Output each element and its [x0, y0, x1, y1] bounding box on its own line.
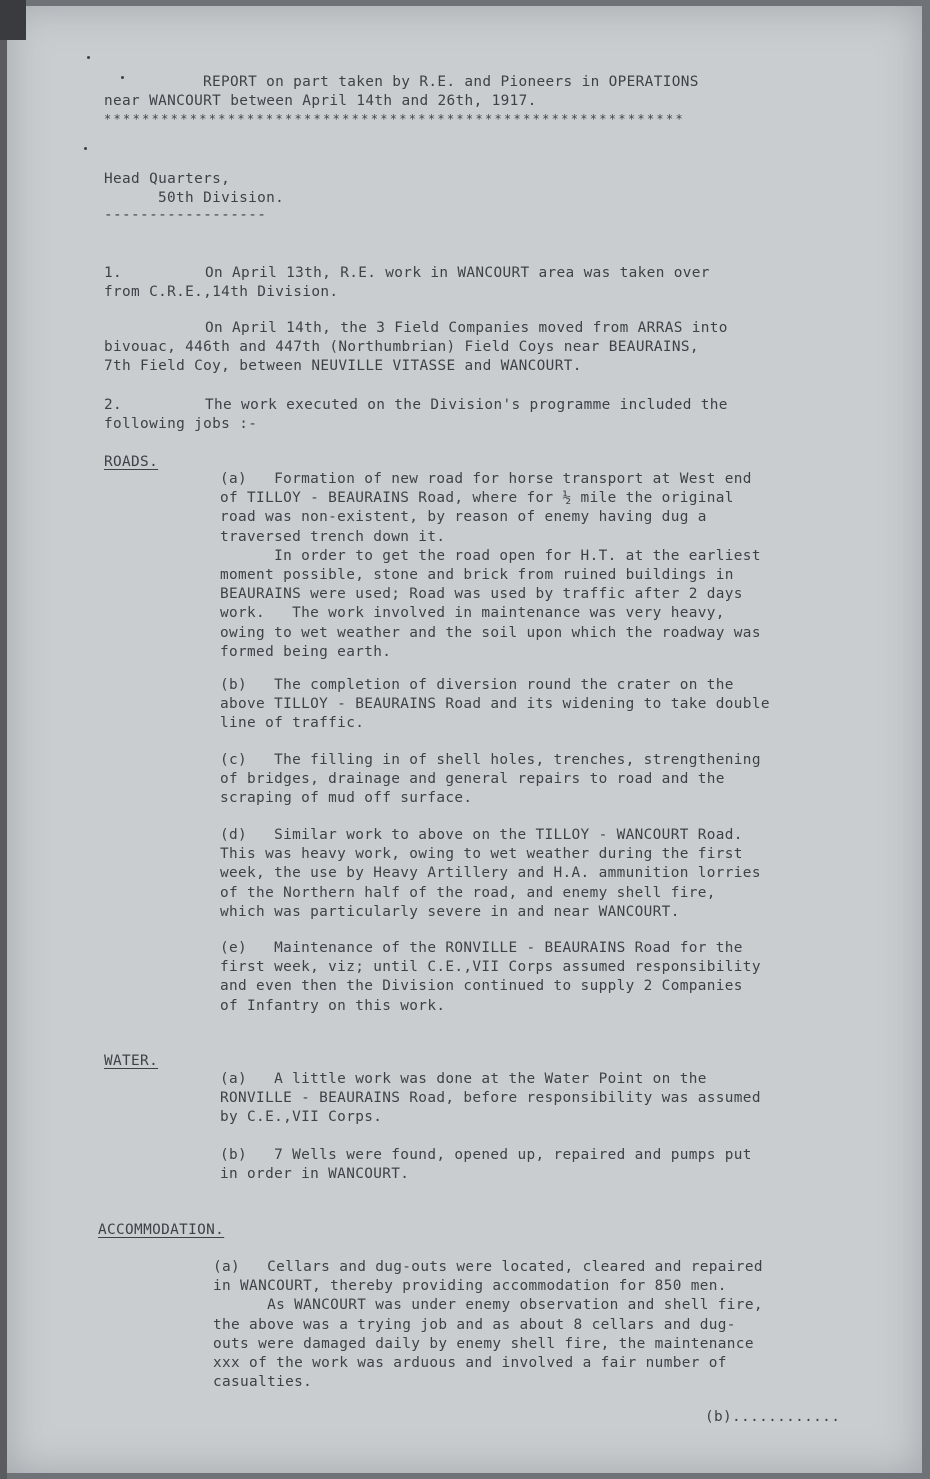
accommodation-item-a: (a) Cellars and dug-outs were located, cleared and repaired in WANCOURT, thereby providing accommodation for 850 men. As WANCOURT was under enemy observation and shell fire, the above was a trying job and as about 8 cellars and dug- outs were damaged daily by enemy shell fire, the maintenance xxx of the work was arduous and involved a fair number of casualties. [213, 1259, 763, 1391]
scan-corner-mark [0, 0, 26, 40]
section2-line1: The work executed on the Division's programme included the [205, 397, 728, 413]
continuation-marker: (b)............ [705, 1409, 841, 1425]
roads-item-e: (e) Maintenance of the RONVILLE - BEAURAINS Road for the first week, viz; until C.E.,VII Corps assumed responsibility and even then the Division continued to supply 2 Companies of Infantry on this work. [220, 940, 761, 1014]
scan-speck [87, 56, 90, 59]
section1-number: 1. [104, 265, 123, 281]
section1-para1-line2: from C.R.E.,14th Division. [104, 284, 339, 300]
section1-para2-line2: bivouac, 446th and 447th (Northumbrian) Field Coys near BEAURAINS, [104, 339, 699, 355]
report-title-line2: near WANCOURT between April 14th and 26th, 1917. [104, 93, 537, 109]
section2-line2: following jobs :- [104, 416, 258, 432]
title-star-rule: ************************************************************* [104, 112, 686, 126]
roads-item-d: (d) Similar work to above on the TILLOY - WANCOURT Road. This was heavy work, owing to wet weather during the first week, the use by Heavy Artillery and H.A. ammunition lorries of the Northern half of the road, and enemy shell fire, which was particularly severe in and near WANCOURT. [220, 827, 761, 920]
accommodation-heading: ACCOMMODATION. [98, 1222, 225, 1238]
water-item-a: (a) A little work was done at the Water Point on the RONVILLE - BEAURAINS Road, before responsibility was assumed by C.E.,VII Corps. [220, 1071, 761, 1126]
document-page [7, 6, 922, 1473]
roads-item-c: (c) The filling in of shell holes, trenches, strengthening of bridges, drainage and general repairs to road and the scraping of mud off surface. [220, 752, 761, 807]
scan-speck [121, 76, 124, 79]
scan-speck [84, 147, 87, 150]
roads-item-a: (a) Formation of new road for horse transport at West end of TILLOY - BEAURAINS Road, where for ½ mile the original road was non-existent, by reason of enemy having dug a traversed trench down it. In order to get the road open for H.T. at the earliest moment possible, stone and brick from ruined buildings in BEAURAINS were used; Road was used by traffic after 2 days work. The work involved in maintenance was very heavy, owing to wet weather and the soil upon which the roadway was formed being earth. [220, 471, 761, 660]
addressee-rule: ------------------ [104, 207, 267, 223]
scan-left-edge [0, 0, 7, 1479]
water-heading: WATER. [104, 1053, 159, 1069]
section1-para2-line1: On April 14th, the 3 Field Companies moved from ARRAS into [205, 320, 728, 336]
roads-item-b: (b) The completion of diversion round the crater on the above TILLOY - BEAURAINS Road and its widening to take double line of traffic. [220, 677, 770, 732]
section1-para1-line1: On April 13th, R.E. work in WANCOURT area was taken over [205, 265, 710, 281]
roads-heading: ROADS. [104, 454, 159, 470]
section2-number: 2. [104, 397, 123, 413]
report-title-line1: REPORT on part taken by R.E. and Pioneers in OPERATIONS [203, 74, 699, 90]
addressee-line2: 50th Division. [158, 190, 285, 206]
water-item-b: (b) 7 Wells were found, opened up, repaired and pumps put in order in WANCOURT. [220, 1147, 752, 1183]
addressee-line1: Head Quarters, [104, 171, 231, 187]
section1-para2-line3: 7th Field Coy, between NEUVILLE VITASSE and WANCOURT. [104, 358, 582, 374]
